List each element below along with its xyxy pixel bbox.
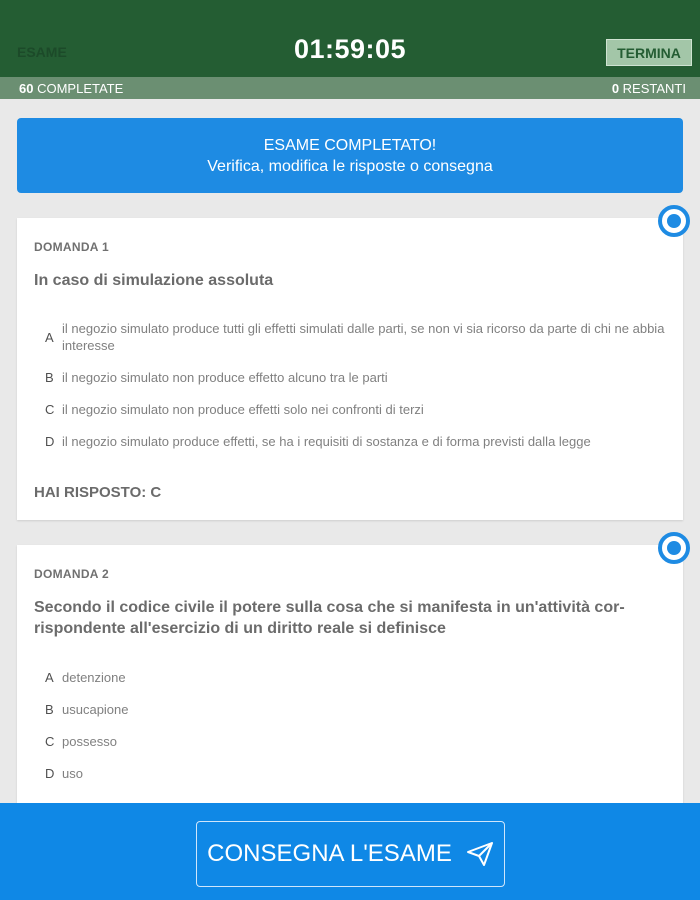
answered-radio-icon[interactable] <box>658 205 690 237</box>
option-d[interactable] <box>45 765 665 782</box>
submit-exam-label: CONSEGNA L'ESAME <box>207 840 452 867</box>
option-text: il negozio simulato non produce effetto alcuno tra le parti <box>62 370 388 385</box>
top-bar <box>0 0 700 77</box>
option-text: possesso <box>62 734 117 749</box>
exam-label: ESAME <box>17 44 67 60</box>
completed-counter <box>19 81 123 96</box>
remaining-label: RESTANTI <box>622 81 686 96</box>
option-text: detenzione <box>62 670 126 685</box>
option-letter: B <box>45 702 54 717</box>
option-c[interactable] <box>45 733 665 750</box>
option-d[interactable] <box>45 433 665 450</box>
option-text: uso <box>62 766 83 781</box>
question-text: Secondo il codice civile il potere sulla cosa che si manifesta in un'attività cor-rispondente all'esercizio di un diritto reale si definisce <box>34 599 625 637</box>
answered-radio-icon[interactable] <box>658 532 690 564</box>
question-number: DOMANDA 2 <box>34 567 109 581</box>
option-letter: A <box>45 670 54 685</box>
remaining-counter <box>612 81 686 96</box>
option-letter: C <box>45 402 55 417</box>
option-text: il negozio simulato non produce effetti solo nei confronti di terzi <box>62 402 424 417</box>
option-letter: D <box>45 434 55 449</box>
completed-count: 60 <box>19 81 34 96</box>
options-list <box>45 320 665 465</box>
question-card[interactable] <box>17 545 683 815</box>
selected-answer: HAI RISPOSTO: C <box>34 484 162 501</box>
option-letter: D <box>45 766 55 781</box>
exam-timer: 01:59:05 <box>293 34 407 64</box>
option-b[interactable] <box>45 701 665 718</box>
end-exam-button[interactable]: TERMINA <box>606 39 692 66</box>
option-c[interactable] <box>45 401 665 418</box>
option-text: usucapione <box>62 702 129 717</box>
options-list <box>45 669 665 797</box>
option-letter: C <box>45 734 55 749</box>
completed-label: COMPLETATE <box>37 81 124 96</box>
option-b[interactable] <box>45 369 665 386</box>
banner-title: ESAME COMPLETATO! <box>263 137 437 154</box>
banner-subtitle: Verifica, modifica le risposte o consegna <box>207 158 493 175</box>
option-letter: A <box>45 329 54 345</box>
question-number: DOMANDA 1 <box>34 240 109 254</box>
option-a[interactable] <box>45 669 665 686</box>
option-letter: B <box>45 370 54 385</box>
bottom-bar <box>0 803 700 900</box>
paper-plane-icon <box>466 841 494 867</box>
progress-bar <box>0 77 700 99</box>
exam-completed-banner <box>17 118 683 193</box>
question-text: In caso di simulazione assoluta <box>34 272 274 289</box>
option-text: il negozio simulato produce effetti, se ha i requisiti di sostanza e di forma previsti dalla legge <box>62 434 591 449</box>
remaining-count: 0 <box>611 81 620 96</box>
option-a[interactable] <box>45 320 665 354</box>
submit-exam-button[interactable] <box>196 821 505 887</box>
question-card[interactable] <box>17 218 683 520</box>
option-text: il negozio simulato produce tutti gli effetti simulati dalle parti, se non vi sia ricorso da parte di chi ne abbia interesse <box>62 321 665 353</box>
